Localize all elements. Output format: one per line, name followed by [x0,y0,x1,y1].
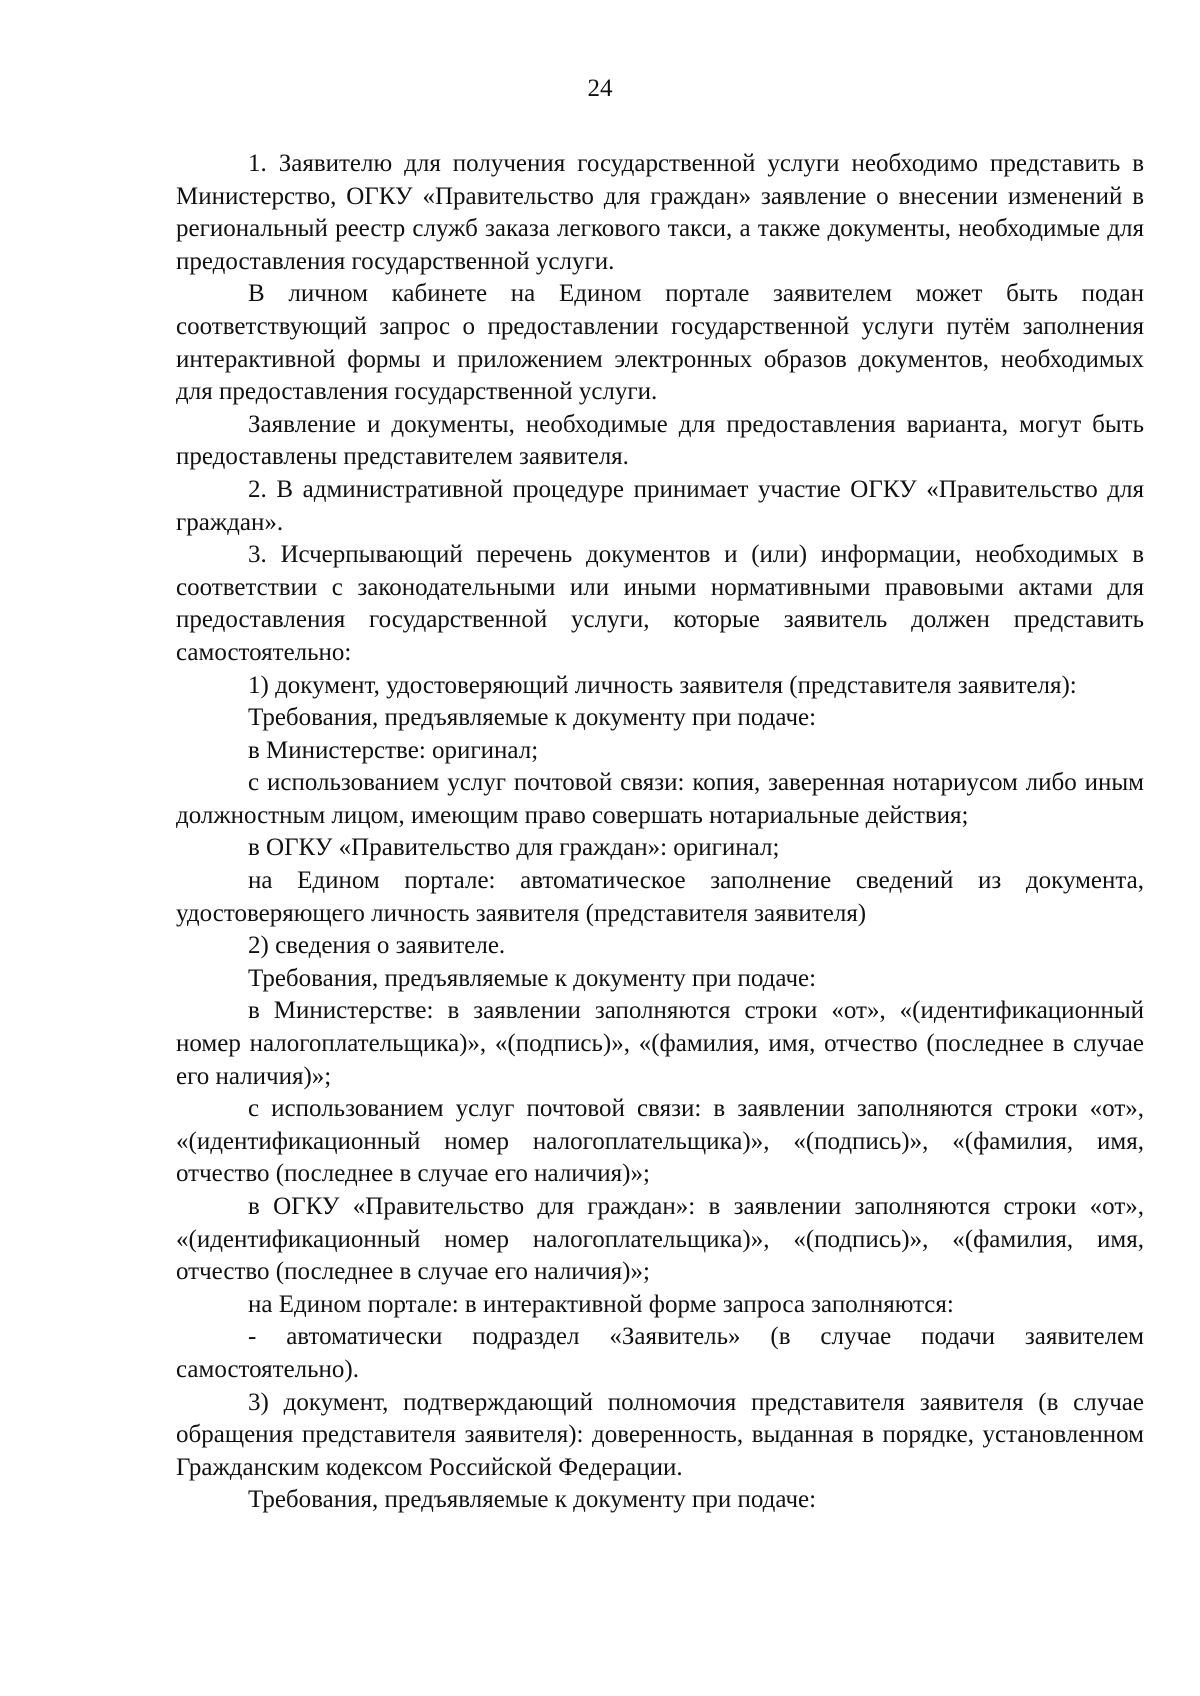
paragraph: на Едином портале: автоматическое заполнение сведений из документа, удостоверяющего личность заявителя (представителя заявителя) [176,867,1144,927]
paragraph: с использованием услуг почтовой связи: в заявлении заполняются строки «от», «(идентификационный номер налогоплательщика)», «(подпись)», «(фамилия, имя, отчество (последнее в случае его наличия)»; [176,1095,1144,1188]
paragraph: в ОГКУ «Правительство для граждан»: в заявлении заполняются строки «от», «(идентификационный номер налогоплательщика)», «(подпись)», «(фамилия, имя, отчество (последнее в случае его наличия)»; [176,1193,1144,1286]
paragraph: В личном кабинете на Едином портале заявителем может быть подан соответствующий запрос о предоставлении государственной услуги путём заполнения интерактивной формы и приложением электронных образов документов, необходимых для предоставления государственной услуги. [176,280,1144,406]
page-number: 24 [587,75,613,102]
paragraph: в Министерстве: в заявлении заполняются строки «от», «(идентификационный номер налогоплательщика)», «(подпись)», «(фамилия, имя, отчество (последнее в случае его наличия)»; [176,997,1144,1090]
paragraph: на Едином портале: в интерактивной форме запроса заполняются: [248,1290,954,1318]
paragraph: 2) сведения о заявителе. [248,932,506,960]
paragraph: с использованием услуг почтовой связи: копия, заверенная нотариусом либо иным должностным лицом, имеющим право совершать нотариальные действия; [176,769,1144,829]
paragraph: 2. В административной процедуре принимает участие ОГКУ «Правительство для граждан». [176,475,1144,536]
paragraph: 1) документ, удостоверяющий личность заявителя (представителя заявителя): [248,671,1077,699]
paragraph: Заявление и документы, необходимые для предоставления варианта, могут быть предоставлены представителем заявителя. [176,410,1144,471]
paragraph: Требования, предъявляемые к документу при подаче: [248,704,817,732]
paragraph: в Министерстве: оригинал; [248,736,539,764]
paragraph: 3. Исчерпывающий перечень документов и (или) информации, необходимых в соответствии с законодательными или иными нормативными правовыми актами для предоставления государственной услуги, которые заявитель должен представить самостоятельно: [176,541,1144,666]
paragraph: в ОГКУ «Правительство для граждан»: оригинал; [248,834,780,862]
paragraph: 1. Заявителю для получения государственной услуги необходимо представить в Министерство, ОГКУ «Правительство для граждан» заявление о внесении изменений в региональный реестр служб заказа легкового такси, а также документы, необходимые для предоставления государственной услуги. [176,150,1144,275]
paragraph: 3) документ, подтверждающий полномочия представителя заявителя (в случае обращения представителя заявителя): доверенность, выданная в порядке, установленном Гражданским кодексом Российской Федерации. [176,1388,1144,1481]
document-body [176,148,1144,1517]
paragraph: Требования, предъявляемые к документу при подаче: [248,964,817,992]
paragraph: Требования, предъявляемые к документу при подаче: [248,1486,817,1514]
paragraph: - автоматически подраздел «Заявитель» (в случае подачи заявителем самостоятельно). [176,1323,1144,1383]
